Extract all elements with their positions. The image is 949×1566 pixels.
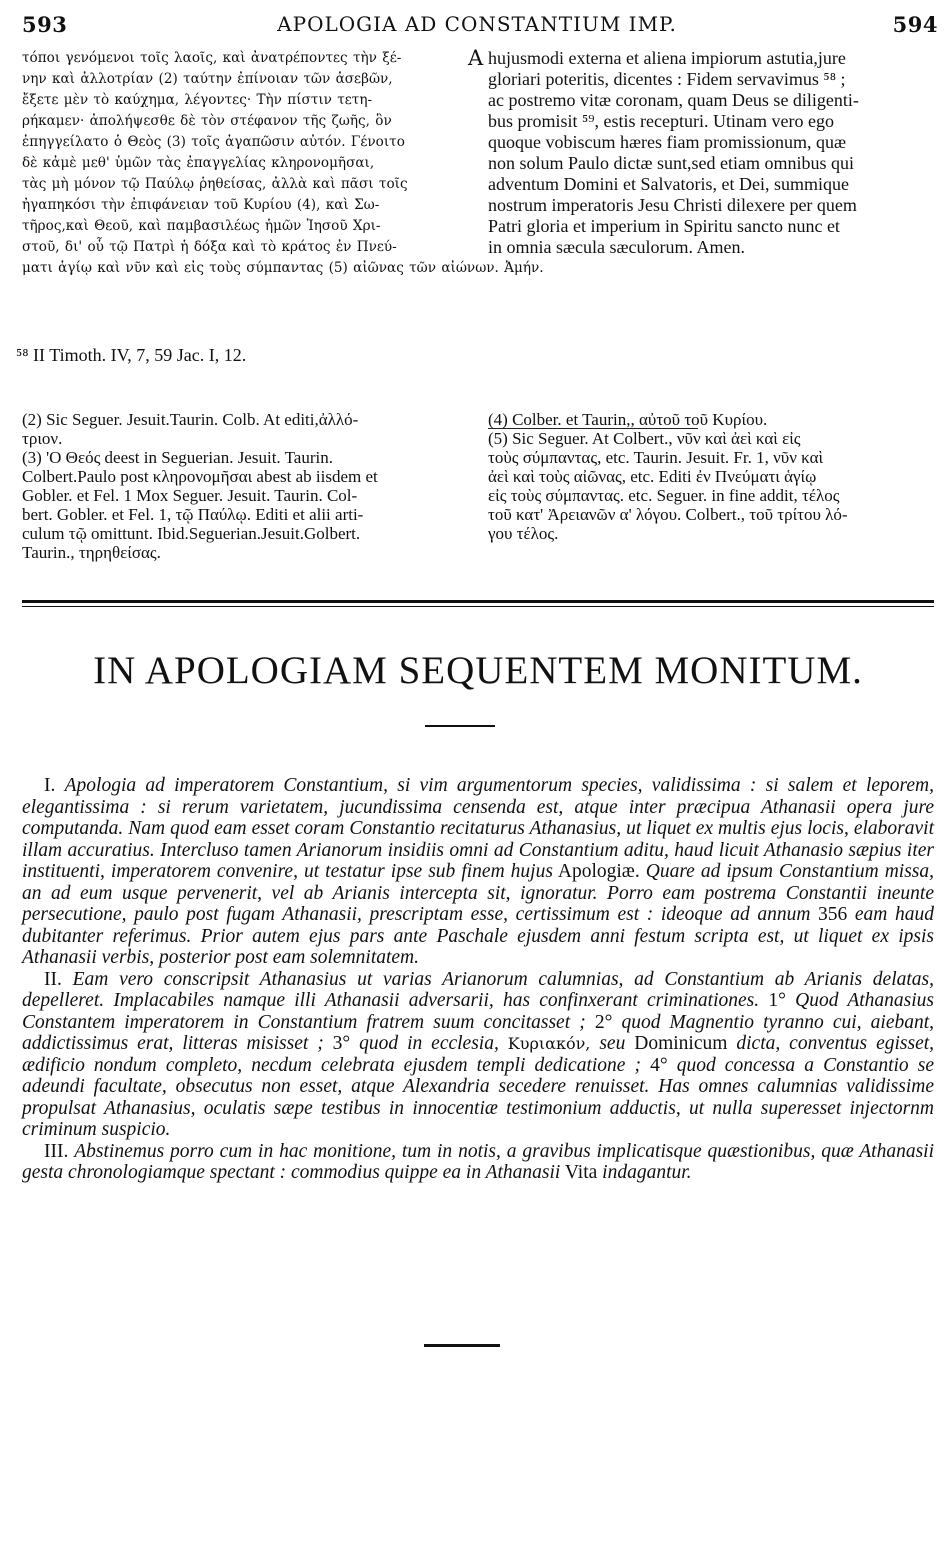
margin-letter: A: [468, 46, 484, 70]
paragraph-text: Dominicum: [634, 1033, 728, 1054]
note-line: (2) Sic Seguer. Jesuit.Taurin. Colb. At editi,ἀλλό-: [22, 410, 359, 429]
paragraph-text: Quod Athanasius Constantem imperatorem in Constantium fratrem suum concitasset ;: [22, 990, 935, 1033]
page-number-left: 593: [22, 12, 68, 37]
critical-notes: [22, 410, 934, 570]
note-line: bert. Gobler. et Fel. 1, τῷ Παύλῳ. Editi et alii arti-: [22, 505, 364, 524]
paragraph-number: II.: [44, 968, 62, 990]
latin-text-line: ac postremo vitæ coronam, quam Deus se diligenti-: [488, 90, 859, 110]
paragraph-text: quod in ecclesia,: [359, 1033, 499, 1054]
ordinal-marker: 2°: [594, 1011, 613, 1033]
note-line: γου τέλος.: [488, 524, 559, 543]
greek-text-line: νην καὶ ἀλλοτρίαν (2) ταύτην ἐπίνοιαν τῶν ἀσεβῶν,: [22, 71, 393, 87]
page-number-right: 594: [892, 12, 938, 37]
year-number: 356: [818, 904, 848, 925]
greek-column: [22, 48, 544, 279]
greek-text-line: ἔξετε μὲν τὸ καύχημα, λέγοντες· Τὴν πίστιν τετη-: [22, 92, 373, 108]
latin-text-line: non solum Paulo dictæ sunt,sed etiam omnibus qui: [488, 153, 854, 173]
note-line: ἀεὶ καὶ τοὺς αἰῶνας, etc. Editi ἐν Πνεύματι ἁγίῳ: [488, 467, 817, 486]
latin-text-line: gloriari poteritis, dicentes : Fidem servavimus ⁵⁸ ;: [488, 69, 846, 89]
latin-column: [488, 48, 934, 258]
latin-text-line: bus promisit ⁵⁹, estis recepturi. Utinam vero ego: [488, 111, 834, 131]
greek-text-line: ἐπηγγείλατο ὁ Θεὸς (3) τοῖς ἀγαπῶσιν αὐτόν. Γένοιτο: [22, 134, 405, 150]
note-line: culum τῷ omittunt. Ibid.Seguerian.Jesuit.Golbert.: [22, 524, 361, 543]
monitum-body: [22, 775, 934, 1184]
ordinal-marker: 1°: [768, 990, 786, 1011]
paragraph-text: quod Magnentio tyranno cui, aiebant, addictissimus erat, litteras misisset ;: [22, 1011, 935, 1054]
note-underline-rule: [488, 428, 698, 429]
greek-text-line: ματι ἁγίῳ καὶ νῦν καὶ εἰς τοὺς σύμπαντας (5) αἰῶνας τῶν αἰώνων. Ἀμήν.: [22, 260, 544, 276]
latin-text-line: adventum Domini et Salvatoris, et Dei, summique: [488, 174, 849, 194]
paragraph-text: Apologiæ.: [557, 861, 640, 882]
monitum-paragraph-3: [22, 1141, 934, 1184]
paragraph-text: Eam vero conscripsit Athanasius ut varias Arianorum calumnias, ad Constantium ab Arianis delatas, depelleret. Implacabiles namque illi Athanasii adversarii, has confinxerant criminationes.: [22, 968, 935, 1011]
monitum-paragraph-2: [22, 969, 934, 1141]
paragraph-text: Quare ad ipsum Constantium missa, an ad eum usque pervenerit, vel ab Arianis intercepta sit, ignoratur. Porro eam postrema Constantii ineunte persecutione, paulo post fugam Athanasii, prescriptam esse, certissimum est : ideoque ad annum: [22, 861, 934, 925]
note-line: (3) 'Ο Θεός deest in Seguerian. Jesuit. Taurin.: [22, 448, 333, 467]
page: [22, 8, 938, 318]
greek-text-line: δὲ κἀμὲ μεθ' ὑμῶν τὰς ἐπαγγελίας κληρονομῆσαι,: [22, 155, 375, 171]
section-separator-rule-thin: [22, 606, 934, 607]
greek-text-line: ἠγαπηκόσι τὴν ἐπιφάνειαν τοῦ Κυρίου (4), καὶ Σω-: [22, 197, 380, 213]
greek-text-line: τῆρος,καὶ Θεοῦ, καὶ παμβασιλέως ἡμῶν Ἰησοῦ Χρι-: [22, 218, 381, 234]
monitum-paragraph-1: [22, 775, 934, 969]
title-short-rule: [425, 725, 495, 727]
ordinal-marker: 4°: [650, 1054, 668, 1076]
note-line: Gobler. et Fel. 1 Mox Seguer. Jesuit. Taurin. Col-: [22, 486, 358, 505]
ordinal-marker: 3°: [332, 1033, 351, 1054]
greek-text-line: ρήκαμεν· ἀπολήψεσθε δὲ τὸν στέφανον τῆς ζωῆς, ὃν: [22, 113, 392, 129]
paragraph-number: I.: [44, 775, 56, 796]
note-line: (5) Sic Seguer. At Colbert., νῦν καὶ ἀεὶ καὶ εἰς: [488, 429, 801, 448]
greek-text-line: στοῦ, δι' οὗ τῷ Πατρὶ ἡ δόξα καὶ τὸ κράτος ἐν Πνεύ-: [22, 239, 397, 255]
running-title: APOLOGIA AD CONSTANTIUM IMP.: [277, 12, 677, 36]
paragraph-text: quod concessa a Constantio se adeundi facultate, obsecutus non esset, atque Alexandria secedere renuisset. Has omnes calumnias validissime propulsat Athanasius, oculatis sæpe testibus in innocentiæ testimonium adductis, ut nulla superesset injectornm criminum suspicio.: [22, 1054, 935, 1140]
paragraph-text: Vita: [564, 1162, 598, 1183]
latin-text-line: in omnia sæcula sæculorum. Amen.: [488, 237, 745, 257]
note-line: εἰς τοὺς σύμπαντας. etc. Seguer. in fine addit, τέλος: [488, 486, 840, 505]
paragraph-text: Apologia ad imperatorem Constantium,: [64, 775, 388, 796]
note-line: τοὺς σύμπαντας, etc. Taurin. Jesuit. Fr. 1, νῦν καὶ: [488, 448, 824, 467]
latin-text-line: hujusmodi externa et aliena impiorum astutia,jure: [488, 48, 846, 68]
paragraph-text: Abstinemus porro cum in hac monitione, tum in notis, a gravibus implicatisque quæstionibus, quæ Athanasii gesta chronologiamque spectant : commodius quippe ea in Athanasii: [22, 1140, 935, 1183]
paragraph-number: III.: [44, 1140, 69, 1162]
paragraph-text: si vim argumentorum species, validissima : si salem et leporem, elegantissima : si rerum varietatem, jucundissima censenda est, atque inter præcipua Athanasii opera jure computanda. Nam quod eam esset coram Constantio recitaturus Athanasius, ut liquet ex multis ejus locis, elaboravit illam accuratius. Intercluso tamen Arianorum insidiis omni ad Constantium aditu, haud licuit Athanasio sæpius iter instituenti, imperatorem convenire, ut testatur ipse sub finem hujus: [22, 775, 935, 882]
paragraph-text: seu: [599, 1033, 626, 1054]
latin-text-line: nostrum imperatoris Jesu Christi dilexere per quem: [488, 195, 857, 215]
notes-left-column: [22, 410, 470, 562]
closing-rule: [424, 1344, 500, 1347]
latin-text-line: Patri gloria et imperium in Spiritu sancto nunc et: [488, 216, 840, 236]
paragraph-text: eam haud dubitanter referimus. Prior autem ejus pars ante Paschale ejusdem anni festum scripta est, ut liquet ex ipsis Athanasii verbis, posterior post eam solemnitatem.: [22, 904, 935, 968]
greek-text-line: τόποι γενόμενοι τοῖς λαοῖς, καὶ ἀνατρέποντες τὴν ξέ-: [22, 50, 402, 66]
paragraph-text: dicta, conventus egisset, ædificio nondum completo, necdum celebrata ejusdem templi dedicatione ;: [22, 1033, 935, 1076]
latin-text-line: quoque vobiscum hæres fiam promissionum, quæ: [488, 132, 846, 152]
scripture-reference-note: ⁵⁸ II Timoth. IV, 7, 59 Jac. I, 12.: [16, 345, 247, 365]
section-separator-rule: [22, 600, 934, 603]
greek-text-line: τὰς μὴ μόνον τῷ Παύλῳ ῥηθείσας, ἀλλὰ καὶ πᾶσι τοῖς: [22, 176, 408, 192]
notes-right-column: [488, 410, 934, 543]
note-line: τριον.: [22, 429, 63, 448]
note-line: Taurin., τηρηθείσας.: [22, 543, 161, 562]
note-line: τοῦ κατ' Ἀρειανῶν α' λόγου. Colbert., τοῦ τρίτου λό-: [488, 505, 848, 524]
paragraph-text: indagantur.: [602, 1162, 692, 1183]
monitum-title: IN APOLOGIAM SEQUENTEM MONITUM.: [93, 649, 863, 692]
note-line: Colbert.Paulo post κληρονομῆσαι abest ab iisdem et: [22, 467, 378, 486]
running-header: [22, 8, 938, 48]
greek-word: Κυριακόν,: [507, 1034, 591, 1053]
text-columns: [22, 48, 932, 318]
note-line: (4) Colber. et Taurin,, αὐτοῦ τοῦ Κυρίου.: [488, 410, 768, 429]
